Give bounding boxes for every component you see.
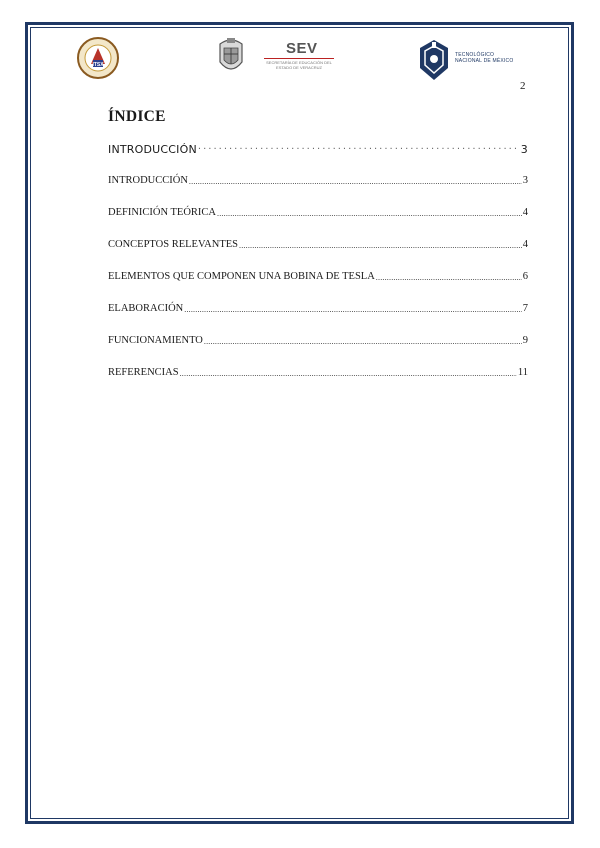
sev-subtitle: SECRETARÍA DE EDUCACIÓN DEL ESTADO DE VERACRUZ bbox=[266, 60, 332, 70]
veracruz-coat-of-arms-logo bbox=[216, 36, 246, 78]
toc-leader-dots bbox=[204, 335, 522, 349]
toc-entry-label: INTRODUCCIÓN bbox=[108, 143, 197, 156]
toc-entry-page: 3 bbox=[520, 143, 528, 156]
tecnm-text-line1: TECNOLÓGICO bbox=[455, 52, 495, 58]
toc-leader-dots bbox=[217, 207, 522, 221]
toc-entry[interactable] bbox=[108, 175, 528, 207]
toc-entry-page: 3 bbox=[522, 175, 528, 186]
toc-entry-label: INTRODUCCIÓN bbox=[108, 175, 188, 186]
toc-entry-page: 4 bbox=[522, 207, 528, 218]
table-of-contents bbox=[108, 143, 528, 399]
toc-entry-page: 6 bbox=[522, 271, 528, 282]
sev-logo-text: SEV bbox=[286, 40, 318, 57]
toc-entry[interactable] bbox=[108, 335, 528, 367]
toc-entry[interactable] bbox=[108, 143, 528, 175]
toc-entry-label: FUNCIONAMIENTO bbox=[108, 335, 203, 346]
tecnm-logo-text bbox=[455, 52, 513, 64]
toc-leader-dots bbox=[189, 175, 522, 189]
toc-leader-dots bbox=[239, 239, 522, 253]
toc-entry[interactable] bbox=[108, 271, 528, 303]
toc-entry-page: 7 bbox=[522, 303, 528, 314]
toc-entry-label: CONCEPTOS RELEVANTES bbox=[108, 239, 239, 250]
toc-entry-page: 4 bbox=[522, 239, 528, 250]
sev-logo bbox=[262, 40, 336, 76]
institute-seal-logo bbox=[74, 36, 122, 80]
toc-leader-dots bbox=[184, 303, 522, 317]
toc-entry-page: 11 bbox=[517, 367, 528, 378]
toc-entry[interactable] bbox=[108, 207, 528, 239]
toc-entry[interactable] bbox=[108, 239, 528, 271]
page-number: 2 bbox=[520, 80, 526, 92]
toc-entry[interactable] bbox=[108, 303, 528, 335]
toc-entry-page: 9 bbox=[522, 335, 528, 346]
svg-text:ITSX: ITSX bbox=[92, 62, 104, 68]
tecnm-logo bbox=[415, 38, 515, 82]
toc-entry[interactable] bbox=[108, 367, 528, 399]
toc-leader-dots bbox=[198, 143, 520, 157]
toc-leader-dots bbox=[180, 367, 517, 381]
tecnm-text-line2: NACIONAL DE MÉXICO bbox=[455, 58, 514, 64]
toc-entry-label: REFERENCIAS bbox=[108, 367, 179, 378]
toc-entry-label: DEFINICIÓN TEÓRICA bbox=[108, 207, 217, 218]
toc-entry-label: ELABORACIÓN bbox=[108, 303, 184, 314]
toc-leader-dots bbox=[376, 271, 522, 285]
sev-divider bbox=[264, 58, 334, 59]
toc-entry-label: ELEMENTOS QUE COMPONEN UNA BOBINA DE TESLA bbox=[108, 271, 375, 282]
header-logos bbox=[0, 0, 600, 100]
index-title: ÍNDICE bbox=[108, 108, 166, 125]
